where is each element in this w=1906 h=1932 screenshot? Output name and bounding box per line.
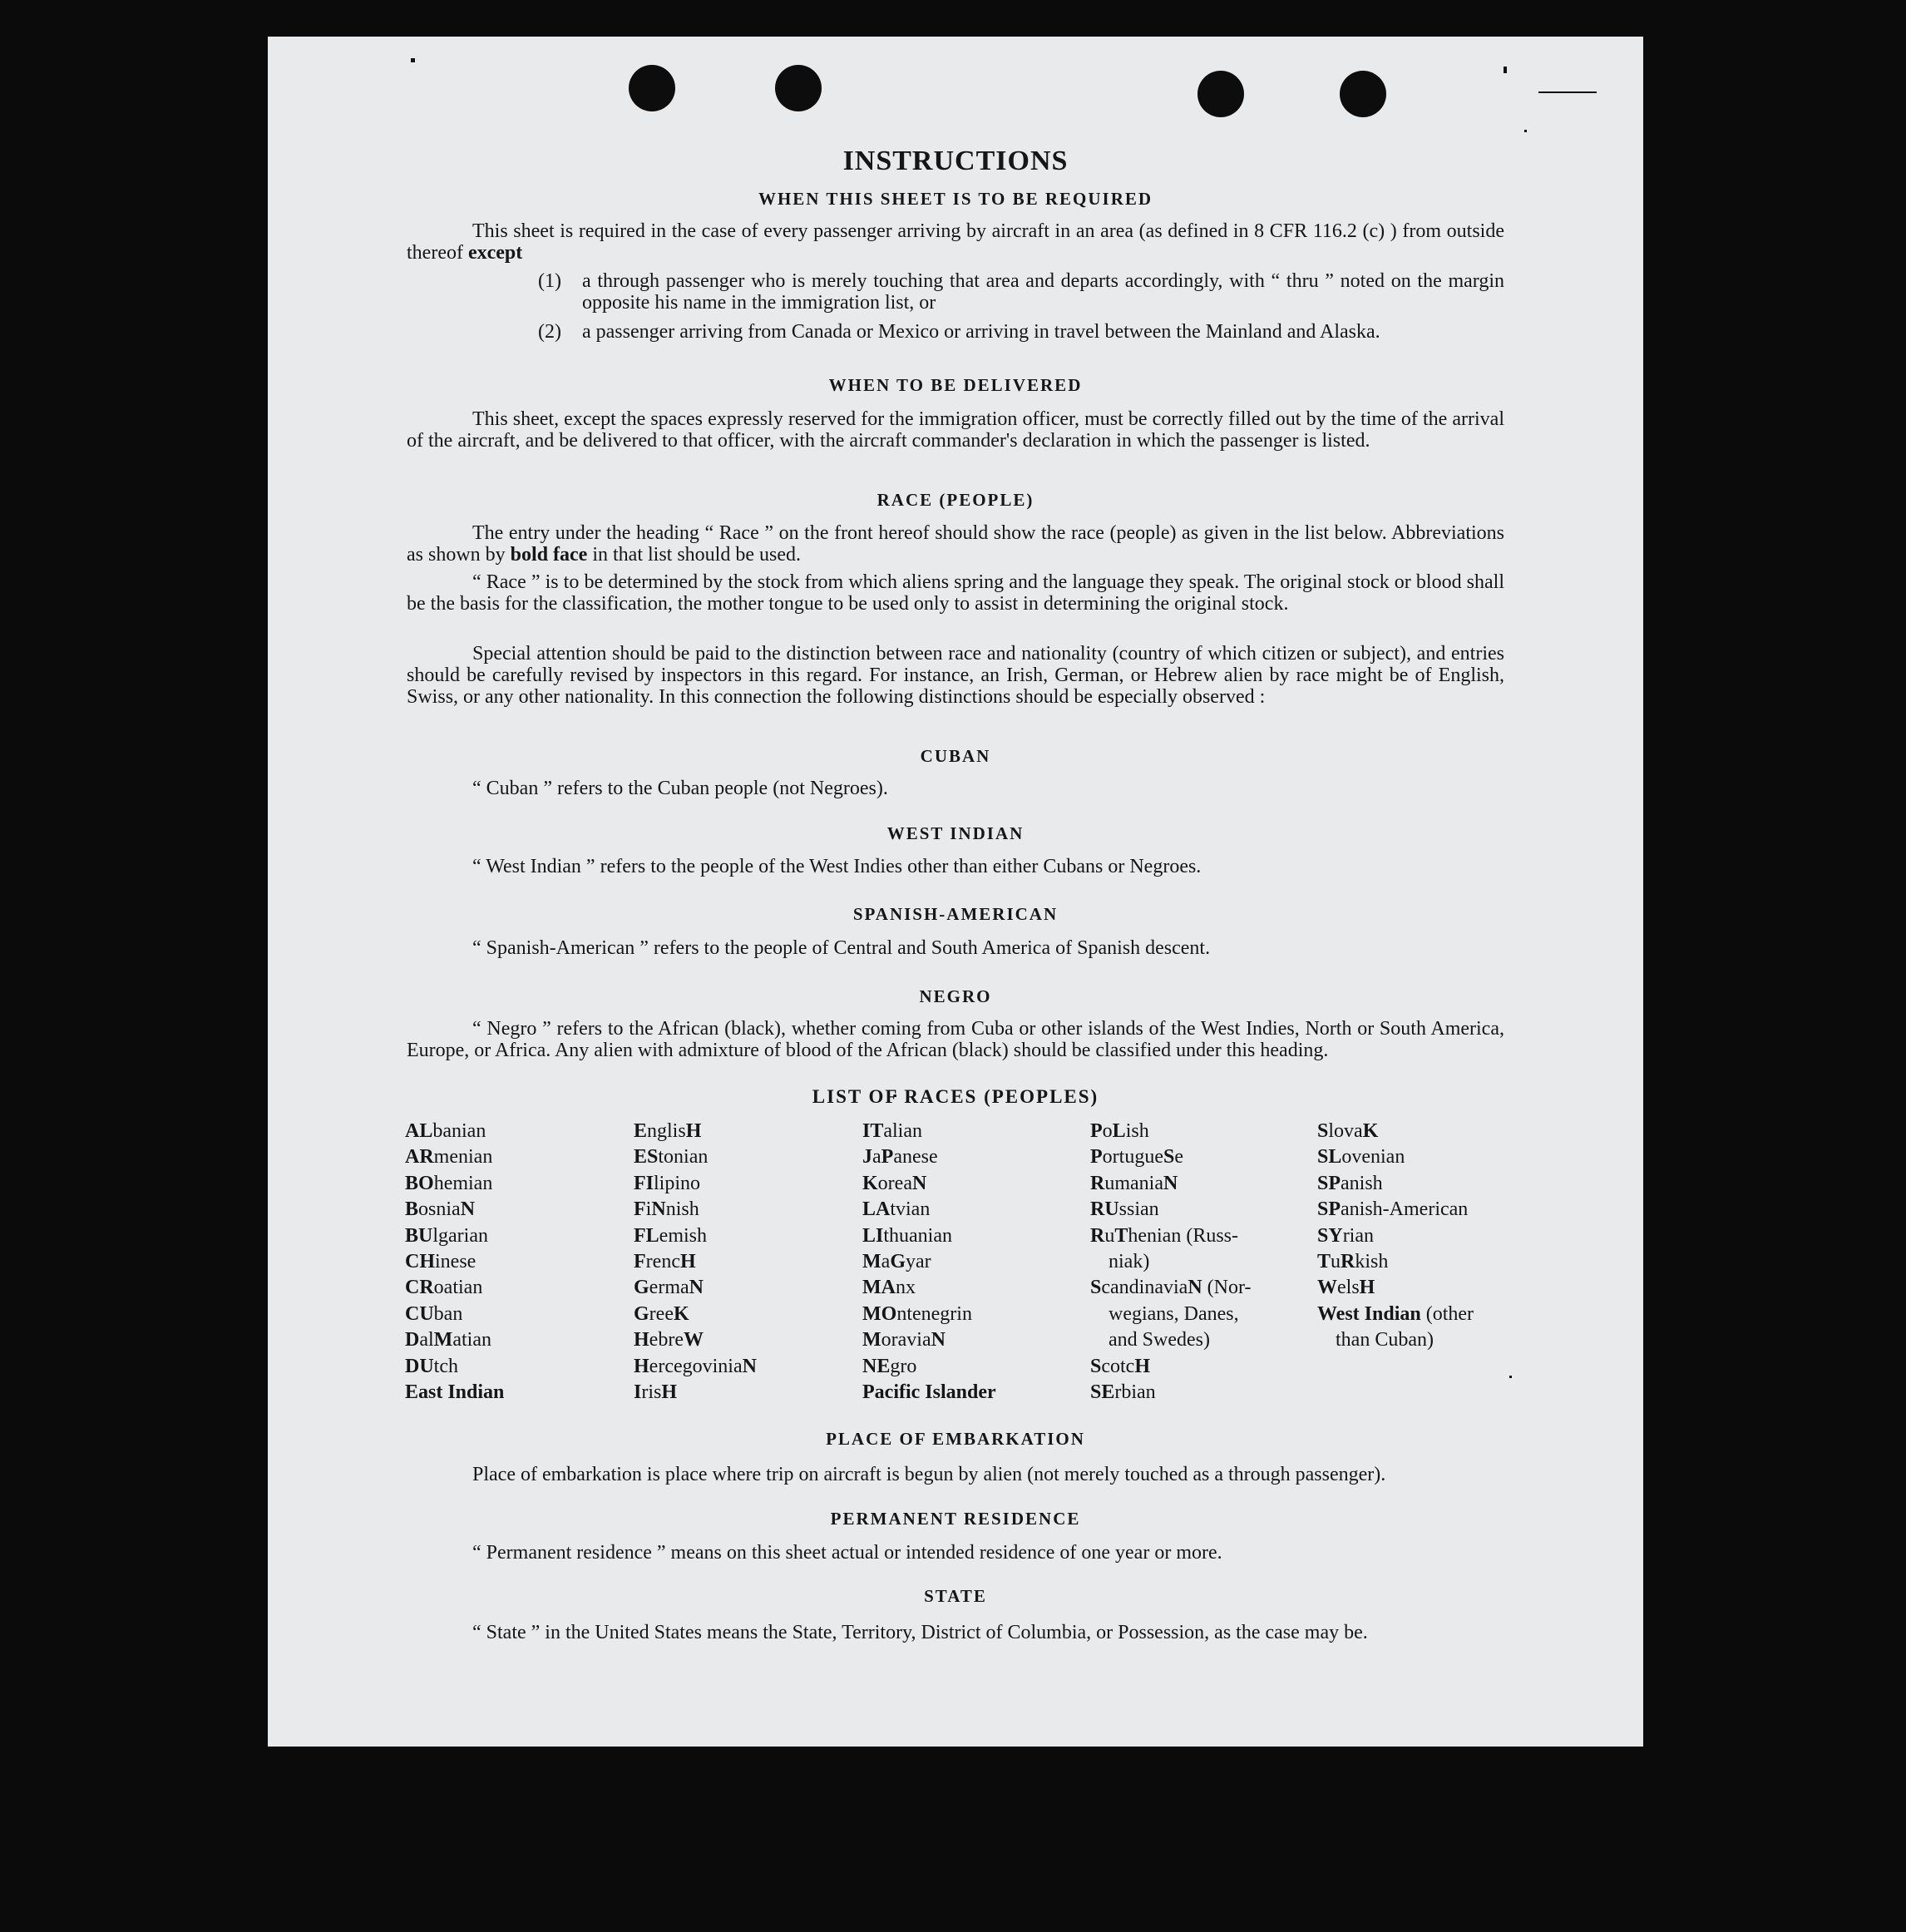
exception-number-2: (2) bbox=[538, 321, 561, 343]
scan-speck bbox=[1524, 130, 1527, 132]
heading-spanish-american: SPANISH-AMERICAN bbox=[852, 904, 1059, 924]
race-abbrev-part: R bbox=[1341, 1251, 1355, 1273]
heading-negro: NEGRO bbox=[919, 986, 992, 1006]
paragraph-when-delivered-text: This sheet, except the spaces expressly reserved for the immigration officer, must be correctly filled out by the time of the arrival of the aircraft, and be delivered to that officer, with the aircraft commander's declaration in which the passenger is listed. bbox=[407, 408, 1504, 452]
race-abbrev-part: CH bbox=[405, 1251, 435, 1273]
race-name-part: hemian bbox=[433, 1172, 493, 1194]
race-abbrev-part: AR bbox=[405, 1146, 434, 1169]
race-entry bbox=[1090, 1327, 1251, 1353]
race-abbrev-part: SP bbox=[1317, 1198, 1341, 1221]
race-abbrev-part: DU bbox=[405, 1355, 434, 1377]
race-abbrev-part: S bbox=[1090, 1355, 1102, 1377]
race-entry bbox=[862, 1380, 996, 1406]
race-abbrev-part: M bbox=[862, 1251, 881, 1273]
race-name-part: cotc bbox=[1101, 1355, 1135, 1377]
race-entry bbox=[405, 1275, 504, 1301]
paragraph-when-required-text: This sheet is required in the case of every passenger arriving by aircraft in an area (as defined in 8 CFR 116.2 (c) ) from outside thereof bbox=[407, 220, 1504, 264]
west-indian-text: “ West Indian ” refers to the people of the West Indies other than either Cubans or Negroes. bbox=[472, 856, 1202, 877]
race-name-part: al bbox=[419, 1329, 434, 1351]
race-name-part: ercegovinia bbox=[649, 1355, 743, 1377]
race-entry bbox=[862, 1144, 996, 1170]
race-entry bbox=[634, 1327, 757, 1353]
race-abbrev-part: MA bbox=[862, 1277, 896, 1299]
races-column-2 bbox=[634, 1119, 757, 1406]
race-abbrev-part: ES bbox=[634, 1146, 659, 1169]
race-abbrev-part: M bbox=[862, 1329, 881, 1351]
race-entry bbox=[1317, 1275, 1474, 1301]
race-name-part: yar bbox=[905, 1251, 931, 1273]
negro-text: “ Negro ” refers to the African (black), whether coming from Cuba or other islands of the West Indies, North or South America, Europe, or Africa. Any alien with admixture of blood of the African (black) should be classified under this heading. bbox=[407, 1018, 1504, 1061]
race-abbrev-part: N bbox=[911, 1172, 927, 1194]
race-entry bbox=[405, 1144, 504, 1170]
races-column-1 bbox=[405, 1119, 504, 1406]
race-entry bbox=[862, 1171, 996, 1197]
race-entry bbox=[1317, 1302, 1474, 1327]
race-entry bbox=[1090, 1380, 1251, 1406]
exception-text-2: a passenger arriving from Canada or Mexico or arriving in travel between the Mainland and Alaska. bbox=[582, 321, 1380, 343]
paragraph-race-1 bbox=[407, 522, 1504, 566]
cuban-text: “ Cuban ” refers to the Cuban people (not Negroes). bbox=[472, 778, 888, 799]
race-abbrev-part: H bbox=[661, 1381, 678, 1404]
race-name-part: ssian bbox=[1118, 1198, 1159, 1221]
race-name-part: than Cuban) bbox=[1336, 1329, 1434, 1351]
race-abbrev-part: K bbox=[673, 1302, 689, 1325]
race-name-part: nx bbox=[895, 1277, 916, 1299]
race-entry bbox=[405, 1119, 504, 1144]
race-text-1a: The entry under the heading “ Race ” on the front hereof should show the race (people) as given in the list below. Abbreviations as shown by bbox=[407, 522, 1504, 566]
race-name-part: ree bbox=[649, 1302, 674, 1325]
heading-race: RACE (PEOPLE) bbox=[876, 490, 1034, 510]
paragraph-race-2 bbox=[407, 571, 1504, 615]
race-name-part: (other bbox=[1420, 1302, 1474, 1325]
state-text: “ State ” in the United States means the State, Territory, District of Columbia, or Possession, as the case may be. bbox=[472, 1622, 1368, 1643]
punch-hole bbox=[1340, 71, 1386, 117]
race-entry bbox=[862, 1119, 996, 1144]
heading-west-indian: WEST INDIAN bbox=[886, 823, 1025, 843]
race-abbrev-part: FL bbox=[634, 1224, 659, 1247]
race-abbrev-part: E bbox=[634, 1120, 648, 1142]
paragraph-when-delivered bbox=[407, 408, 1504, 452]
race-entry bbox=[1317, 1171, 1474, 1197]
heading-cuban: CUBAN bbox=[920, 746, 991, 766]
race-abbrev-part: S bbox=[1163, 1146, 1175, 1169]
race-abbrev-part: BO bbox=[405, 1172, 434, 1194]
paragraph-west-indian bbox=[407, 856, 1504, 877]
race-entry bbox=[405, 1171, 504, 1197]
race-abbrev-part: H bbox=[1134, 1355, 1151, 1377]
race-abbrev-part: J bbox=[862, 1146, 872, 1169]
race-text-1b: in that list should be used. bbox=[592, 544, 801, 566]
race-entry bbox=[405, 1223, 504, 1249]
race-abbrev-part: RU bbox=[1090, 1198, 1119, 1221]
race-name-part: els bbox=[1337, 1277, 1360, 1299]
race-abbrev-part: R bbox=[1090, 1224, 1105, 1247]
race-entry bbox=[1317, 1249, 1474, 1275]
race-entry bbox=[1090, 1354, 1251, 1380]
race-name-part: nglis bbox=[647, 1120, 686, 1142]
paragraph-negro bbox=[407, 1018, 1504, 1061]
race-name-part: (Nor- bbox=[1202, 1277, 1252, 1299]
race-name-part: nish bbox=[665, 1198, 699, 1221]
race-abbrev-part: F bbox=[634, 1251, 646, 1273]
race-abbrev-part: I bbox=[634, 1381, 642, 1404]
race-name-part: lipino bbox=[654, 1172, 701, 1194]
race-entry bbox=[634, 1249, 757, 1275]
race-entry bbox=[634, 1275, 757, 1301]
race-abbrev-part: T bbox=[1317, 1251, 1331, 1273]
permanent-residence-text: “ Permanent residence ” means on this sheet actual or intended residence of one year or more. bbox=[472, 1542, 1222, 1564]
race-entry bbox=[1090, 1223, 1251, 1249]
race-abbrev-part: B bbox=[405, 1198, 419, 1221]
paragraph-when-required bbox=[407, 220, 1504, 264]
exception-text-1: a through passenger who is merely touching that area and departs accordingly, with “ thru ” noted on the margin opposite his name in the immigration list, or bbox=[582, 270, 1504, 314]
race-entry bbox=[1090, 1171, 1251, 1197]
race-entry bbox=[405, 1354, 504, 1380]
exception-number-1: (1) bbox=[538, 270, 561, 292]
heading-permanent-residence: PERMANENT RESIDENCE bbox=[830, 1509, 1081, 1529]
race-abbrev-part: CR bbox=[405, 1277, 434, 1299]
exception-item-2 bbox=[538, 321, 1504, 343]
race-name-part: ntenegrin bbox=[896, 1302, 972, 1325]
race-abbrev-part: H bbox=[685, 1120, 702, 1142]
heading-list-of-races: LIST OF RACES (PEOPLES) bbox=[812, 1086, 1099, 1107]
race-name-part: henian (Russ- bbox=[1128, 1224, 1239, 1247]
race-abbrev-part: P bbox=[1090, 1120, 1103, 1142]
paragraph-race-3 bbox=[407, 643, 1504, 708]
race-entry bbox=[862, 1197, 996, 1223]
race-abbrev-part: N bbox=[689, 1277, 704, 1299]
punch-hole bbox=[1197, 71, 1244, 117]
race-abbrev-part: G bbox=[890, 1251, 906, 1273]
race-name-part: oatian bbox=[433, 1277, 483, 1299]
race-entry bbox=[862, 1354, 996, 1380]
scan-speck bbox=[411, 58, 415, 62]
heading-when-delivered: WHEN TO BE DELIVERED bbox=[828, 375, 1083, 395]
race-abbrev-part: P bbox=[881, 1146, 894, 1169]
race-name-part: o bbox=[1102, 1120, 1113, 1142]
paragraph-embarkation bbox=[407, 1461, 1504, 1489]
races-column-4 bbox=[1090, 1119, 1251, 1406]
race-entry bbox=[862, 1223, 996, 1249]
race-name-part: tvian bbox=[890, 1198, 931, 1221]
race-abbrev-part: R bbox=[1090, 1172, 1105, 1194]
race-entry bbox=[1317, 1119, 1474, 1144]
race-abbrev-part: P bbox=[1090, 1146, 1103, 1169]
heading-state: STATE bbox=[924, 1586, 987, 1606]
race-abbrev-part: West Indian bbox=[1317, 1302, 1421, 1325]
race-entry bbox=[634, 1119, 757, 1144]
race-entry bbox=[634, 1144, 757, 1170]
paragraph-permanent-residence bbox=[407, 1542, 1504, 1564]
race-name-part: anish-American bbox=[1341, 1198, 1469, 1221]
race-entry bbox=[1090, 1119, 1251, 1144]
race-name-part: gro bbox=[890, 1355, 917, 1377]
race-name-part: tonian bbox=[658, 1146, 709, 1169]
bold-face-label: bold face bbox=[510, 544, 588, 566]
race-abbrev-part: G bbox=[634, 1302, 649, 1325]
race-abbrev-part: N bbox=[1188, 1277, 1202, 1299]
scan-speck bbox=[1504, 67, 1507, 73]
race-abbrev-part: N bbox=[1163, 1172, 1178, 1194]
exception-item-1 bbox=[538, 270, 1504, 314]
race-abbrev-part: H bbox=[1359, 1277, 1375, 1299]
race-abbrev-part: H bbox=[634, 1355, 649, 1377]
race-abbrev-part: SE bbox=[1090, 1381, 1115, 1404]
heading-when-required: WHEN THIS SHEET IS TO BE REQUIRED bbox=[758, 189, 1153, 209]
race-abbrev-part: S bbox=[1090, 1277, 1102, 1299]
scan-speck bbox=[1509, 1376, 1512, 1378]
page-title: INSTRUCTIONS bbox=[842, 146, 1069, 176]
paragraph-state bbox=[407, 1618, 1504, 1647]
race-abbrev-part: FI bbox=[634, 1172, 654, 1194]
race-name-part: lova bbox=[1328, 1120, 1363, 1142]
race-name-part: ovenian bbox=[1341, 1146, 1405, 1169]
race-abbrev-part: G bbox=[634, 1277, 649, 1299]
race-entry bbox=[634, 1223, 757, 1249]
race-abbrev-part: AL bbox=[405, 1120, 433, 1142]
race-entry bbox=[405, 1302, 504, 1327]
race-abbrev-part: W bbox=[1317, 1277, 1337, 1299]
race-name-part: umania bbox=[1104, 1172, 1163, 1194]
race-name-part: inese bbox=[435, 1251, 477, 1273]
race-entry bbox=[1317, 1197, 1474, 1223]
race-name-part: orea bbox=[877, 1172, 912, 1194]
races-column-5 bbox=[1317, 1119, 1474, 1354]
race-entry bbox=[1090, 1275, 1251, 1301]
race-name-part: rian bbox=[1342, 1224, 1374, 1247]
race-abbrev-part: T bbox=[1114, 1224, 1128, 1247]
races-column-3 bbox=[862, 1119, 996, 1406]
race-entry bbox=[405, 1249, 504, 1275]
race-name-part: niak) bbox=[1109, 1251, 1150, 1273]
race-name-part: ortugue bbox=[1102, 1146, 1163, 1169]
race-entry bbox=[634, 1171, 757, 1197]
race-name-part: anish bbox=[1341, 1172, 1383, 1194]
race-name-part: banian bbox=[432, 1120, 486, 1142]
race-abbrev-part: M bbox=[433, 1329, 453, 1351]
race-abbrev-part: SY bbox=[1317, 1224, 1343, 1247]
race-name-part: lgarian bbox=[432, 1224, 488, 1247]
race-name-part: oravia bbox=[881, 1329, 931, 1351]
race-text-2: “ Race ” is to be determined by the stock from which aliens spring and the language they speak. The original stock or blood shall be the basis for the classification, the mother tongue to be used only to assist in determining the original stock. bbox=[407, 571, 1504, 615]
race-abbrev-part: NE bbox=[862, 1355, 891, 1377]
race-name-part: atian bbox=[452, 1329, 491, 1351]
race-name-part: and Swedes) bbox=[1109, 1329, 1210, 1351]
heading-embarkation: PLACE OF EMBARKATION bbox=[826, 1429, 1085, 1449]
race-name-part: alian bbox=[883, 1120, 922, 1142]
race-name-part: u bbox=[1104, 1224, 1115, 1247]
race-entry bbox=[862, 1275, 996, 1301]
race-abbrev-part: East Indian bbox=[405, 1381, 505, 1404]
paragraph-spanish-american bbox=[407, 937, 1504, 959]
race-name-part: e bbox=[1174, 1146, 1183, 1169]
race-abbrev-part: LA bbox=[862, 1198, 891, 1221]
race-name-part: i bbox=[645, 1198, 652, 1221]
embarkation-text: Place of embarkation is place where trip on aircraft is begun by alien (not merely touched as a through passenger). bbox=[472, 1464, 1386, 1485]
race-abbrev-part: H bbox=[679, 1251, 696, 1273]
race-entry bbox=[634, 1197, 757, 1223]
race-entry bbox=[1317, 1223, 1474, 1249]
document-page bbox=[268, 37, 1643, 1747]
race-entry bbox=[405, 1380, 504, 1406]
race-abbrev-part: S bbox=[1317, 1120, 1329, 1142]
race-entry bbox=[634, 1302, 757, 1327]
race-abbrev-part: H bbox=[634, 1329, 649, 1351]
race-name-part: ish bbox=[1125, 1120, 1149, 1142]
race-name-part: wegians, Danes, bbox=[1109, 1302, 1239, 1325]
race-abbrev-part: N bbox=[651, 1198, 666, 1221]
race-abbrev-part: CU bbox=[405, 1302, 434, 1325]
except-label: except bbox=[467, 242, 523, 264]
race-name-part: ebre bbox=[649, 1329, 684, 1351]
race-name-part: thuanian bbox=[883, 1224, 952, 1247]
race-entry bbox=[405, 1327, 504, 1353]
race-name-part: a bbox=[872, 1146, 881, 1169]
race-abbrev-part: D bbox=[405, 1329, 420, 1351]
punch-hole bbox=[629, 65, 675, 111]
race-entry bbox=[1090, 1249, 1251, 1275]
race-name-part: renc bbox=[645, 1251, 680, 1273]
race-name-part: erma bbox=[649, 1277, 689, 1299]
race-abbrev-part: LI bbox=[862, 1224, 884, 1247]
race-name-part: emish bbox=[659, 1224, 707, 1247]
paragraph-cuban bbox=[407, 778, 1504, 799]
race-entry bbox=[1317, 1144, 1474, 1170]
race-abbrev-part: SL bbox=[1317, 1146, 1342, 1169]
race-abbrev-part: K bbox=[1362, 1120, 1379, 1142]
race-abbrev-part: W bbox=[683, 1329, 704, 1351]
race-abbrev-part: SP bbox=[1317, 1172, 1341, 1194]
race-abbrev-part: BU bbox=[405, 1224, 433, 1247]
race-name-part: ban bbox=[433, 1302, 463, 1325]
race-abbrev-part: L bbox=[1112, 1120, 1126, 1142]
race-name-part: menian bbox=[433, 1146, 493, 1169]
race-abbrev-part: F bbox=[634, 1198, 646, 1221]
race-entry bbox=[862, 1327, 996, 1353]
race-name-part: anese bbox=[893, 1146, 938, 1169]
race-name-part: u bbox=[1331, 1251, 1341, 1273]
race-name-part: kish bbox=[1355, 1251, 1389, 1273]
race-entry bbox=[1317, 1327, 1474, 1353]
race-name-part: rbian bbox=[1114, 1381, 1156, 1404]
race-text-3: Special attention should be paid to the distinction between race and nationality (country of which citizen or subject), and entries should be carefully revised by inspectors in this regard. For instance, an Irish, German, or Hebrew alien by race might be of English, Swiss, or any other nationality. In this connection the following distinctions should be especially observed : bbox=[407, 643, 1504, 708]
race-entry bbox=[405, 1197, 504, 1223]
race-entry bbox=[1090, 1197, 1251, 1223]
race-abbrev-part: MO bbox=[862, 1302, 897, 1325]
race-abbrev-part: IT bbox=[862, 1120, 884, 1142]
spanish-american-text: “ Spanish-American ” refers to the people of Central and South America of Spanish descent. bbox=[472, 937, 1211, 959]
race-entry bbox=[862, 1249, 996, 1275]
race-abbrev-part: N bbox=[742, 1355, 757, 1377]
scan-speck bbox=[1538, 91, 1597, 93]
race-entry bbox=[634, 1380, 757, 1406]
race-abbrev-part: K bbox=[862, 1172, 878, 1194]
race-entry bbox=[862, 1302, 996, 1327]
punch-hole bbox=[775, 65, 822, 111]
race-name-part: tch bbox=[433, 1355, 458, 1377]
race-entry bbox=[634, 1354, 757, 1380]
race-entry bbox=[1090, 1144, 1251, 1170]
race-name-part: candinavia bbox=[1101, 1277, 1188, 1299]
race-entry bbox=[1090, 1302, 1251, 1327]
race-abbrev-part: N bbox=[460, 1198, 476, 1221]
race-name-part: osnia bbox=[418, 1198, 461, 1221]
race-abbrev-part: Pacific Islander bbox=[862, 1381, 996, 1404]
race-name-part: ris bbox=[641, 1381, 662, 1404]
race-abbrev-part: N bbox=[931, 1329, 946, 1351]
race-name-part: a bbox=[881, 1251, 891, 1273]
